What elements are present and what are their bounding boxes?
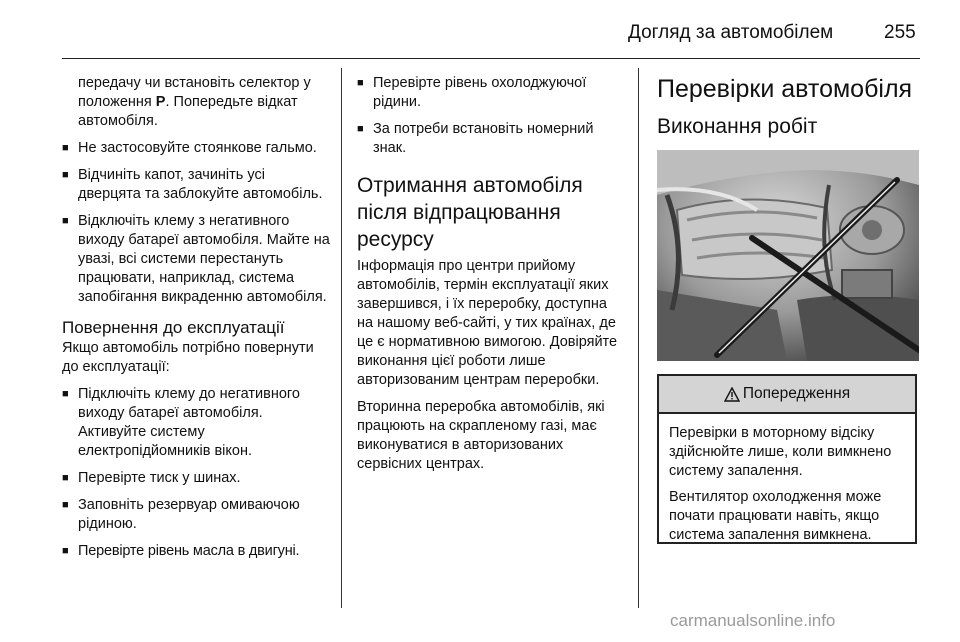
column-divider-1	[341, 68, 342, 608]
list-item	[62, 496, 330, 534]
warning-paragraph: Перевірки в моторному відсіку здійснюйте лише, коли вимкнено систему запалення.	[669, 425, 892, 479]
list-item-text: За потреби встановіть номерний знак.	[373, 121, 594, 156]
bullet-square-icon: ■	[357, 77, 364, 89]
paragraph: Інформація про центри прийому автомобілів, термін експлуатації яких завершився, і їх переробку, доступна на нашому веб-сайті, у тих країнах, де це є нормативною вимогою. Довіряйте виконання цієї роботи лише авторизованим центрам переробки.	[357, 258, 618, 388]
section-heading: Отримання автомобіля після відпрацювання ресурсу	[357, 174, 583, 251]
page-number: 255	[884, 22, 916, 43]
paragraph: Вторинна переробка автомобілів, які працюють на скрапленому газі, має виконуватися в авторизованих сервісних центрах.	[357, 399, 605, 472]
list-item-text: Не застосовуйте стоянкове гальмо.	[78, 140, 317, 156]
section-intro: Якщо автомобіль потрібно повернути до експлуатації:	[62, 340, 314, 375]
engine-bay-illustration	[657, 150, 919, 361]
column-2	[357, 74, 625, 482]
site-watermark: carmanualsonline.info	[670, 611, 836, 630]
warning-paragraph: Вентилятор охолодження може почати працювати навіть, якщо система запалення вимкнена.	[669, 489, 882, 543]
subsection-title: Виконання робіт	[657, 115, 818, 138]
list-item-text: Відчиніть капот, зачиніть усі дверцята та заблокуйте автомобіль.	[78, 167, 323, 202]
continued-text: передачу чи встановіть селектор у положення	[78, 75, 311, 110]
bullet-square-icon: ■	[357, 123, 364, 135]
bullet-square-icon: ■	[62, 545, 69, 557]
list-item	[62, 139, 330, 158]
running-header-title: Догляд за автомобілем	[628, 22, 834, 43]
engine-bay-photo	[657, 150, 919, 361]
list-item-text: Підключіть клему до негативного виходу батареї автомобіля. Активуйте систему електропідйомників вікон.	[78, 386, 300, 459]
bullet-square-icon: ■	[62, 472, 69, 484]
list-item	[357, 74, 625, 112]
list-item	[62, 212, 330, 307]
list-item-text: Відключіть клему з негативного виходу батареї автомобіля. Майте на увазі, всі системи перестануть працювати, наприклад, система запобігання викраденню автомобіля.	[78, 213, 330, 305]
list-item	[62, 469, 330, 488]
list-item	[357, 120, 625, 158]
list-item-text: Перевірте тиск у шинах.	[78, 470, 241, 486]
header-rule	[62, 58, 920, 59]
list-item	[62, 542, 330, 561]
warning-title: Попередження	[742, 385, 851, 402]
list-item-text: Перевірте рівень охолоджуючої рідини.	[373, 75, 587, 110]
list-item-text: Перевірте рівень масла в двигуні.	[78, 543, 300, 559]
list-item	[62, 166, 330, 204]
column-divider-2	[638, 68, 639, 608]
bullet-square-icon: ■	[62, 499, 69, 511]
column-3	[657, 74, 919, 150]
list-item	[62, 385, 330, 461]
page-title: Перевірки автомобіля	[657, 75, 913, 103]
bullet-square-icon: ■	[62, 142, 69, 154]
continued-paragraph	[62, 74, 330, 131]
gear-p-label: P	[155, 94, 166, 110]
warning-header	[659, 376, 915, 414]
section-heading: Повернення до експлуатації	[62, 318, 285, 337]
column-1	[62, 74, 330, 569]
warning-triangle-icon	[724, 387, 740, 402]
bullet-square-icon: ■	[62, 388, 69, 400]
bullet-square-icon: ■	[62, 215, 69, 227]
warning-body	[659, 414, 915, 545]
bullet-square-icon: ■	[62, 169, 69, 181]
list-item-text: Заповніть резервуар омиваючою рідиною.	[78, 497, 300, 532]
continued-text-end: . Попередьте відкат автомобіля.	[78, 94, 298, 129]
warning-box	[657, 374, 917, 544]
